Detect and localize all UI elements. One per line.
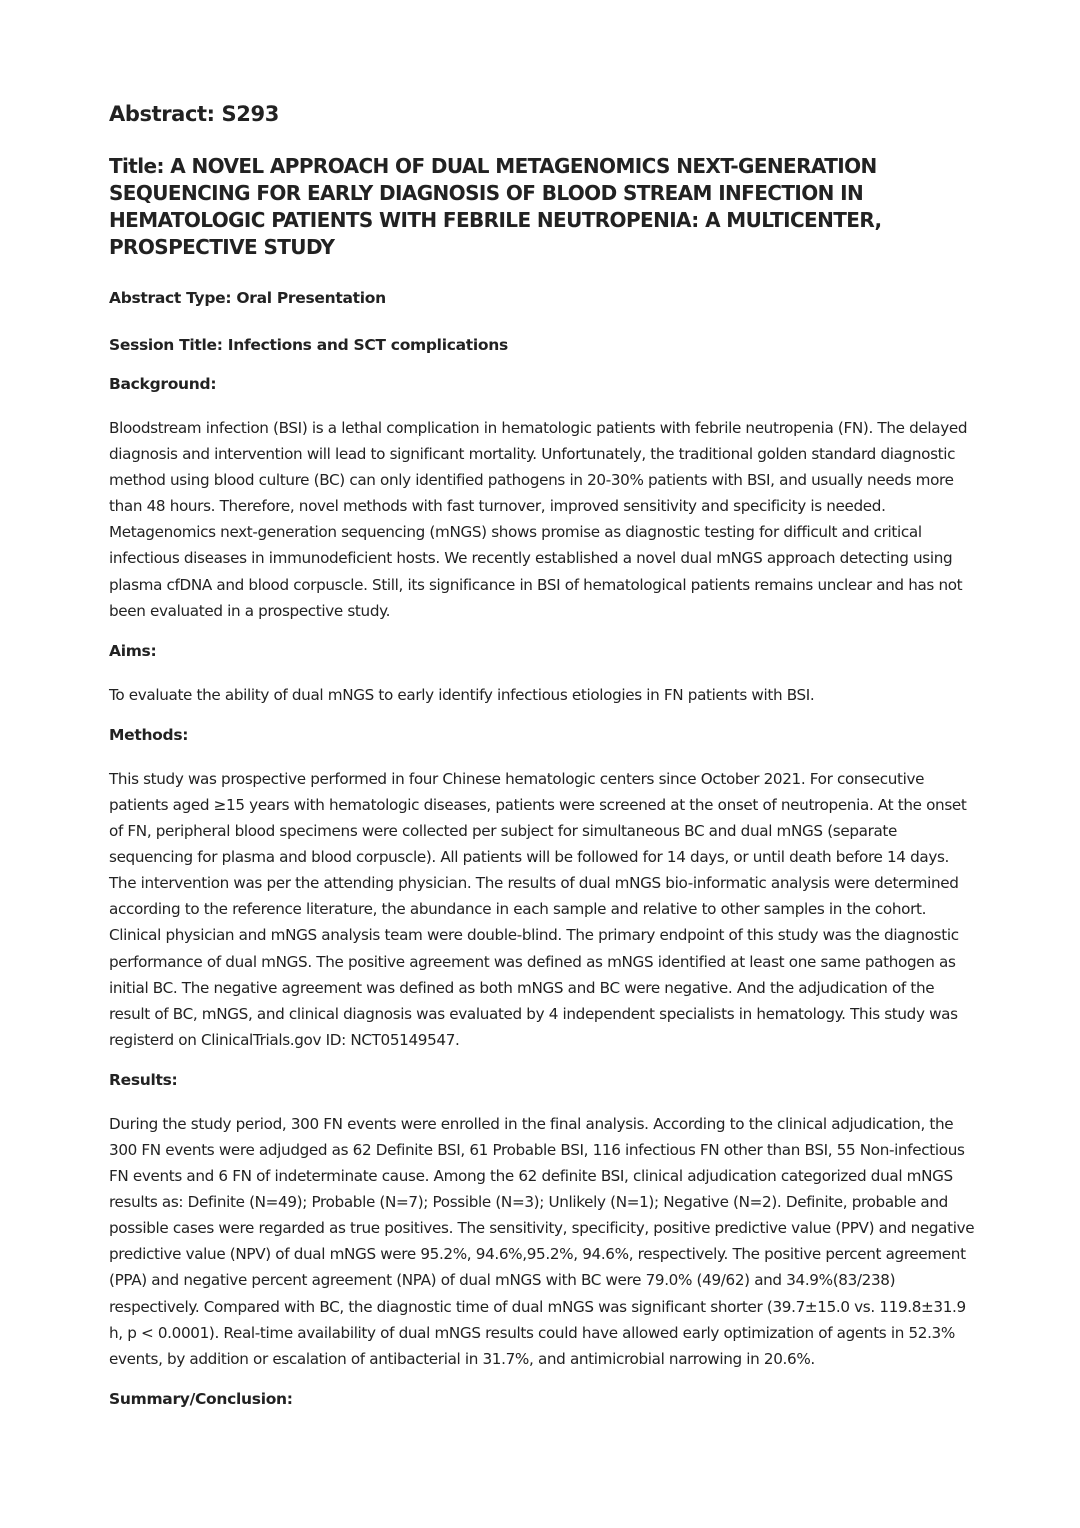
background-text: Bloodstream infection (BSI) is a lethal complication in hematologic patients with febrile neutropenia (FN). The delayed diagnosis and intervention will lead to significant mortality. Unfortunately, the traditional golden standard diagnostic method using blood culture (BC) can only identified pathogens in 20-30% patients with BSI, and usually needs more than 48 hours. Therefore, novel methods with fast turnover, improved sensitivity and specificity is needed. Metagenomics next-generation sequencing (mNGS) shows promise as diagnostic testing for difficult and critical infectious diseases in immunodeficient hosts. We recently established a novel dual mNGS approach detecting using plasma cfDNA and blood corpuscle. Still, its significance in BSI of hematological patients remains unclear and has not been evaluated in a prospective study.: [109, 419, 968, 620]
background-heading: Background:: [109, 375, 217, 393]
conclusion-heading: Summary/Conclusion:: [109, 1389, 293, 1408]
results-heading: Results:: [109, 1070, 178, 1089]
abstract-id: Abstract: S293: [109, 102, 279, 126]
abstract-title: Title: A NOVEL APPROACH OF DUAL METAGENOMICS NEXT-GENERATION SEQUENCING FOR EARLY DIAGNOSIS OF BLOOD STREAM INFECTION IN HEMATOLOGIC PATIENTS WITH FEBRILE NEUTROPENIA: A MULTICENTER, PROSPECTIVE STUDY: [109, 154, 882, 259]
abstract-page: [109, 100, 975, 1430]
abstract-type: Abstract Type: Oral Presentation: [109, 289, 386, 307]
methods-text: This study was prospective performed in four Chinese hematologic centers since October 2021. For consecutive patients aged ≥15 years with hematologic diseases, patients were screened at the onset of neutropenia. At the onset of FN, peripheral blood specimens were collected per subject for simultaneous BC and dual mNGS (separate sequencing for plasma and blood corpuscle). All patients will be followed for 14 days, or until death before 14 days. The intervention was per the attending physician. The results of dual mNGS bio-informatic analysis were determined according to the reference literature, the abundance in each sample and relative to other samples in the cohort. Clinical physician and mNGS analysis team were double-blind. The primary endpoint of this study was the diagnostic performance of dual mNGS. The positive agreement was defined as mNGS identified at least one same pathogen as initial BC. The negative agreement was defined as both mNGS and BC were negative. And the adjudication of the result of BC, mNGS, and clinical diagnosis was evaluated by 4 independent specialists in hematology. This study was registerd on ClinicalTrials.gov ID: NCT05149547.: [109, 769, 967, 1049]
methods-heading: Methods:: [109, 725, 189, 744]
results-text: During the study period, 300 FN events were enrolled in the final analysis. According to the clinical adjudication, the 300 FN events were adjudged as 62 Definite BSI, 61 Probable BSI, 116 infectious FN other than BSI, 55 Non-infectious FN events and 6 FN of indeterminate cause. Among the 62 definite BSI, clinical adjudication categorized dual mNGS results as: Definite (N=49); Probable (N=7); Possible (N=3); Unlikely (N=1); Negative (N=2). Definite, probable and possible cases were regarded as true positives. The sensitivity, specificity, positive predictive value (PPV) and negative predictive value (NPV) of dual mNGS were 95.2%, 94.6%,95.2%, 94.6%, respectively. The positive percent agreement (PPA) and negative percent agreement (NPA) of dual mNGS with BC were 79.0% (49/62) and 34.9%(83/238) respectively. Compared with BC, the diagnostic time of dual mNGS was significant shorter (39.7±15.0 vs. 119.8±31.9 h, p < 0.0001). Real-time availability of dual mNGS results could have allowed early optimization of agents in 52.3% events, by addition or escalation of antibacterial in 31.7%, and antimicrobial narrowing in 20.6%.: [109, 1114, 975, 1368]
aims-heading: Aims:: [109, 641, 157, 660]
session-title: Session Title: Infections and SCT complications: [109, 336, 508, 354]
aims-text: To evaluate the ability of dual mNGS to early identify infectious etiologies in FN patients with BSI.: [109, 685, 815, 704]
